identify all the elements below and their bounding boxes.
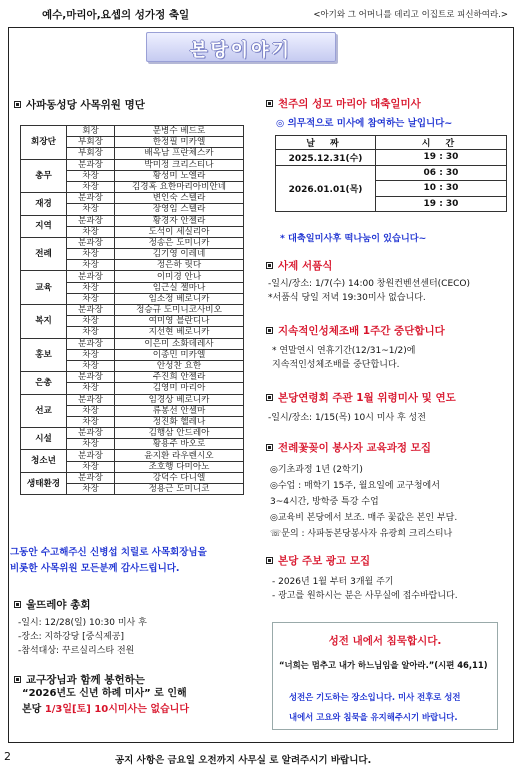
mass-date: 2026.01.01(목) xyxy=(276,165,376,212)
silence-notice-box xyxy=(272,622,498,730)
department-name: 청소년 xyxy=(21,450,67,472)
department-name: 재경 xyxy=(21,193,67,215)
role-cell: 차장 xyxy=(67,416,115,427)
mass-time: 06 : 30 xyxy=(376,165,507,181)
ordination-details: -일시/장소: 1/7(수) 14:00 창원컨벤션센터(CECO) *서품식 당일 저녁 19:30미사 없습니다. xyxy=(268,279,471,303)
ultreya-details: -일시: 12/28(일) 10:30 미사 후 -장소: 지하강당 [중식제공] -참석대상: 꾸르실리스타 전원 xyxy=(18,618,147,656)
role-cell: 차장 xyxy=(67,461,115,472)
memorial-mass-details: -일시/장소: 1/15(목) 10시 미사 후 성전 xyxy=(268,413,426,423)
member-name-cell: 장영임 스텔라 xyxy=(115,204,244,215)
member-name-cell: 문병수 베드로 xyxy=(115,126,244,137)
role-cell: 분과장 xyxy=(67,193,115,204)
member-name-cell: 정은하 릿다 xyxy=(115,260,244,271)
new-year-mass-title: 교구장님과 함께 봉헌하는 xyxy=(14,672,145,687)
department-name: 교육 xyxy=(21,271,67,305)
square-bullet-icon xyxy=(266,262,273,269)
square-bullet-icon xyxy=(14,676,21,683)
department-name: 선교 xyxy=(21,394,67,428)
department-name: 시설 xyxy=(21,428,67,450)
member-name-cell: 이미경 안나 xyxy=(115,271,244,282)
mass-subtitle: ◎ 의무적으로 미사에 참여하는 날입니다~ xyxy=(276,118,453,129)
bulletin-ad-title: 본당 주보 광고 모집 xyxy=(266,553,370,568)
table-row xyxy=(21,338,244,349)
committee-title: 사파동성당 사목위원 명단 xyxy=(14,97,145,112)
ordination-title: 사제 서품식 xyxy=(266,258,332,273)
member-name-cell: 정진화 헬레나 xyxy=(115,416,244,427)
role-cell: 차장 xyxy=(67,249,115,260)
role-cell: 분과장 xyxy=(67,215,115,226)
member-name-cell: 주진희 안젤라 xyxy=(115,372,244,383)
member-name-cell: 정승규 도미니코사비오 xyxy=(115,305,244,316)
role-cell: 차장 xyxy=(67,204,115,215)
table-row xyxy=(21,193,244,204)
role-cell: 차장 xyxy=(67,260,115,271)
member-name-cell: 윤지환 라우렌시오 xyxy=(115,450,244,461)
role-cell: 부회장 xyxy=(67,137,115,148)
department-name: 회장단 xyxy=(21,126,67,160)
section-banner xyxy=(146,32,336,62)
role-cell: 차장 xyxy=(67,316,115,327)
member-name-cell: 김행삼 안드레아 xyxy=(115,428,244,439)
table-row xyxy=(21,394,244,405)
department-name: 은총 xyxy=(21,372,67,394)
table-row xyxy=(21,159,244,170)
department-name: 홍보 xyxy=(21,338,67,372)
table-row xyxy=(21,450,244,461)
table-row xyxy=(21,428,244,439)
member-name-cell: 정용근 도미니코 xyxy=(115,484,244,495)
role-cell: 차장 xyxy=(67,360,115,371)
flower-course-details: ◎기초과정 1년 (2학기) ◎수업 : 매학기 15주, 월요일에 교구청에서 3~4시간, 방학중 특강 수업 ◎교육비 본당에서 보조. 매주 꽃값은 본인 부담. ☏문의 : 사파동본당봉사자 유광희 크리스티나 xyxy=(270,465,458,539)
member-name-cell: 이종민 미카엘 xyxy=(115,349,244,360)
member-name-cell: 정송은 도미니카 xyxy=(115,237,244,248)
department-name: 전례 xyxy=(21,237,67,271)
member-name-cell: 안성찬 요한 xyxy=(115,360,244,371)
top-header xyxy=(12,6,510,22)
role-cell: 차장 xyxy=(67,282,115,293)
role-cell: 분과장 xyxy=(67,372,115,383)
role-cell: 분과장 xyxy=(67,472,115,483)
role-cell: 부회장 xyxy=(67,148,115,159)
feast-title: 예수,마리아,요셉의 성가정 축일 xyxy=(42,9,190,21)
psalm-quote: “너희는 멈추고 내가 하느님임을 알아라.”(시편 46,11) xyxy=(279,660,488,670)
member-name-cell: 황성미 노엘라 xyxy=(115,170,244,181)
time-header: 시 간 xyxy=(376,136,507,150)
role-cell: 차장 xyxy=(67,383,115,394)
adoration-title: 지속적인성체조배 1주간 중단합니다 xyxy=(266,323,445,338)
mass-schedule-table xyxy=(275,135,507,212)
role-cell: 분과장 xyxy=(67,237,115,248)
role-cell: 분과장 xyxy=(67,305,115,316)
member-name-cell: 여미영 블란디나 xyxy=(115,316,244,327)
footer-notice: 공지 사항은 금요일 오전까지 사무실 로 알려주시기 바랍니다. xyxy=(115,755,372,766)
role-cell: 차장 xyxy=(67,349,115,360)
table-row xyxy=(21,305,244,316)
mass-time: 19 : 30 xyxy=(376,196,507,212)
role-cell: 차장 xyxy=(67,439,115,450)
table-row xyxy=(21,215,244,226)
role-cell: 차장 xyxy=(67,327,115,338)
page-number: 2 xyxy=(4,750,11,763)
committee-table xyxy=(20,125,244,495)
member-name-cell: 황용주 바오로 xyxy=(115,439,244,450)
member-name-cell: 임경상 베로니카 xyxy=(115,394,244,405)
ultreya-title: 울뜨레야 총회 xyxy=(14,597,91,612)
role-cell: 회장 xyxy=(67,126,115,137)
role-cell: 분과장 xyxy=(67,159,115,170)
role-cell: 차장 xyxy=(67,405,115,416)
banner-title: 본당이야기 xyxy=(190,40,292,61)
role-cell: 차장 xyxy=(67,484,115,495)
square-bullet-icon xyxy=(266,100,273,107)
role-cell: 분과장 xyxy=(67,271,115,282)
member-name-cell: 조호행 다미아노 xyxy=(115,461,244,472)
department-name: 생태환경 xyxy=(21,472,67,494)
square-bullet-icon xyxy=(266,557,273,564)
thanks-message: 그동안 수고해주신 신병섭 치릴로 사목회장님을 비롯한 사목위원 모든분께 감사드립니다. xyxy=(10,547,207,574)
square-bullet-icon xyxy=(266,444,273,451)
member-name-cell: 황경자 안젤라 xyxy=(115,215,244,226)
table-row xyxy=(21,472,244,483)
mass-note: * 대축일미사후 떡나눔이 있습니다~ xyxy=(280,233,427,244)
member-name-cell: 강덕수 다니엘 xyxy=(115,472,244,483)
role-cell: 차장 xyxy=(67,226,115,237)
square-bullet-icon xyxy=(14,601,21,608)
mass-date: 2025.12.31(수) xyxy=(276,150,376,166)
department-name: 지역 xyxy=(21,215,67,237)
table-row xyxy=(21,271,244,282)
square-bullet-icon xyxy=(14,101,21,108)
table-row xyxy=(21,237,244,248)
member-name-cell: 박미정 크리스티나 xyxy=(115,159,244,170)
square-bullet-icon xyxy=(266,327,273,334)
square-bullet-icon xyxy=(266,394,273,401)
date-header: 날 짜 xyxy=(276,136,376,150)
member-name-cell: 도석이 세실리아 xyxy=(115,226,244,237)
role-cell: 분과장 xyxy=(67,450,115,461)
member-name-cell: 김경혹 요한마리아비안네 xyxy=(115,181,244,192)
role-cell: 차장 xyxy=(67,181,115,192)
member-name-cell: 배옥남 프란체스카 xyxy=(115,148,244,159)
adoration-details: * 연말연시 연휴기간(12/31~1/2)에 지속적인성체조배를 중단합니다. xyxy=(272,346,416,370)
department-name: 복지 xyxy=(21,305,67,339)
member-name-cell: 변인숙 스텔라 xyxy=(115,193,244,204)
bulletin-ad-details: - 2026년 1월 부터 3개월 주기 - 광고를 원하시는 분은 사무실에 접수바랍니다. xyxy=(272,577,458,601)
new-year-mass-notice: “2026년도 신년 하례 미사” 로 인해 본당 1/3일[토] 10시미사는 없습니다 xyxy=(22,688,190,715)
flower-course-title: 전례꽃꽂이 봉사자 교육과정 모집 xyxy=(266,440,431,455)
silence-title: 성전 내에서 침묵합시다. xyxy=(328,635,442,647)
mass-time: 19 : 30 xyxy=(376,150,507,166)
role-cell: 분과장 xyxy=(67,338,115,349)
table-row xyxy=(276,150,507,166)
table-row xyxy=(276,165,507,181)
member-name-cell: 류봉선 안셀마 xyxy=(115,405,244,416)
role-cell: 차장 xyxy=(67,293,115,304)
role-cell: 차장 xyxy=(67,170,115,181)
mass-title: 천주의 성모 마리아 대축일미사 xyxy=(266,96,421,111)
member-name-cell: 임소정 베로니카 xyxy=(115,293,244,304)
role-cell: 분과장 xyxy=(67,394,115,405)
department-name: 총무 xyxy=(21,159,67,193)
member-name-cell: 지선현 베로니카 xyxy=(115,327,244,338)
member-name-cell: 김기영 이레네 xyxy=(115,249,244,260)
member-name-cell: 임근실 젤마나 xyxy=(115,282,244,293)
mass-time: 10 : 30 xyxy=(376,181,507,197)
silence-message: 성전은 기도하는 장소입니다. 미사 전후로 성전 내에서 고요와 침묵을 유지해주시기 바랍니다. xyxy=(289,692,461,722)
member-name-cell: 김영미 마리아 xyxy=(115,383,244,394)
role-cell: 분과장 xyxy=(67,428,115,439)
memorial-mass-title: 본당연령회 주관 1월 위령미사 및 연도 xyxy=(266,390,456,405)
table-row xyxy=(21,126,244,137)
member-name-cell: 한정필 미카엘 xyxy=(115,137,244,148)
table-row xyxy=(21,372,244,383)
table-row xyxy=(276,136,507,150)
gospel-quote: <아기와 그 어머니를 데리고 이집트로 피신하여라.> xyxy=(313,10,508,20)
member-name-cell: 이은미 소화데레사 xyxy=(115,338,244,349)
